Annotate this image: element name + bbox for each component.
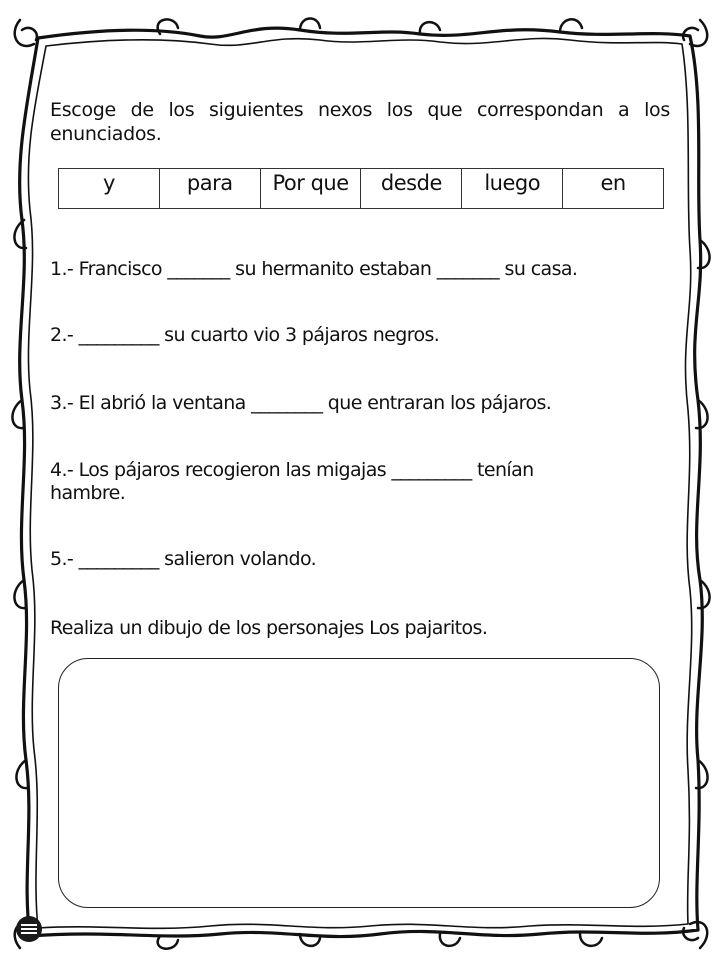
sentence-2: 2.- _________ su cuarto vio 3 pájaros negros. <box>50 324 440 346</box>
instructions-text: Escoge de los siguientes nexos los que correspondan a los enunciados. <box>50 99 670 145</box>
drawing-box[interactable] <box>58 658 660 908</box>
publisher-logo-icon <box>16 916 42 942</box>
drawing-prompt: Realiza un dibujo de los personajes Los pajaritos. <box>50 617 488 639</box>
word-bank-cell: desde <box>361 169 462 209</box>
word-bank-cell: y <box>59 169 160 209</box>
sentence-4: 4.- Los pájaros recogieron las migajas _________ tenían hambre. <box>50 459 534 504</box>
sentence-1: 1.- Francisco _______ su hermanito estaban _______ su casa. <box>50 258 578 280</box>
word-bank-cell: en <box>563 169 664 209</box>
sentence-3: 3.- El abrió la ventana ________ que entraran los pájaros. <box>50 392 552 414</box>
sentence-5: 5.- _________ salieron volando. <box>50 548 317 570</box>
word-bank-cell: para <box>159 169 260 209</box>
word-bank-table <box>58 168 664 209</box>
word-bank-cell: luego <box>462 169 563 209</box>
word-bank-row <box>59 169 664 209</box>
word-bank-cell: Por que <box>260 169 361 209</box>
